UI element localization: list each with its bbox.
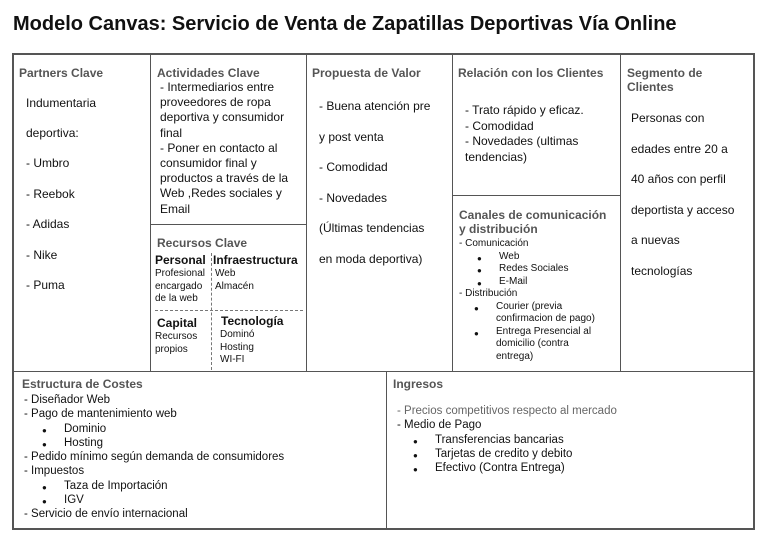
- canales-heading-line: Canales de comunicación: [459, 208, 607, 222]
- costes-line: - Pedido mínimo según demanda de consumidores: [24, 451, 285, 464]
- actividades-line: Email: [160, 201, 191, 216]
- actividades-line: Web ,Redes sociales y: [160, 186, 282, 201]
- recursos-divider-vertical: [211, 253, 212, 370]
- actividades-line: final: [160, 125, 183, 140]
- segmento-line: tecnologías: [631, 264, 693, 278]
- costes-section: [14, 371, 386, 530]
- ingresos-heading: Ingresos: [393, 377, 444, 391]
- propuesta-line: - Comodidad: [319, 160, 388, 174]
- canales-dist-line: ● Entrega Presencial al: [496, 325, 592, 337]
- actividades-text: [160, 80, 288, 217]
- ingresos-section: [386, 371, 755, 530]
- costes-heading: Estructura de Costes: [22, 377, 143, 391]
- personal-line: de la web: [155, 293, 198, 304]
- partners-line: - Adidas: [26, 217, 70, 231]
- segmento-heading-line: Segmento de: [627, 66, 703, 80]
- segmento-line: edades entre 20 a: [631, 142, 728, 156]
- partners-line: Indumentaria: [26, 96, 97, 110]
- costes-sub-item: ● IGV: [64, 493, 384, 507]
- relacion-line: tendencias): [465, 149, 528, 164]
- personal-line: Profesional: [155, 268, 206, 279]
- page-title: Modelo Canvas: Servicio de Venta de Zapatillas Deportivas Vía Online: [13, 13, 677, 35]
- canales-dist-item: [496, 301, 619, 326]
- canales-dist-item: [496, 326, 619, 364]
- canales-comunicacion: - Comunicación: [459, 238, 529, 249]
- propuesta-line: en moda deportiva): [319, 252, 423, 266]
- ingresos-line: - Medio de Pago: [397, 419, 482, 432]
- propuesta-heading: Propuesta de Valor: [312, 66, 421, 80]
- actividades-line: proveedores de ropa: [160, 95, 271, 110]
- capital-line: propios: [155, 343, 188, 355]
- canales-com-item: ● Redes Sociales: [499, 263, 619, 276]
- partners-heading: Partners Clave: [19, 66, 104, 80]
- actividades-line: - Intermediarios entre: [160, 80, 275, 94]
- canvas-board: [12, 53, 755, 530]
- actividades-line: consumidor final y: [160, 156, 257, 171]
- segmento-line: a nuevas: [631, 233, 680, 247]
- costes-line: - Pago de mantenimiento web: [24, 408, 177, 421]
- canales-com-item: ● Web: [499, 251, 619, 264]
- segmento-line: Personas con: [631, 111, 705, 125]
- capital-line: Recursos: [155, 331, 198, 342]
- relacion-section: [452, 55, 620, 195]
- partners-line: - Nike: [26, 248, 58, 262]
- costes-text: [24, 393, 384, 522]
- propuesta-line: (Últimas tendencias: [319, 221, 425, 235]
- partners-line: - Reebok: [26, 187, 75, 201]
- canales-section: [452, 195, 620, 371]
- costes-sub-item: ● Taza de Importación: [64, 479, 384, 493]
- costes-sub-item: ● Dominio: [64, 422, 384, 436]
- capital-title: Capital: [157, 316, 198, 330]
- tecnologia-line: WI-FI: [220, 354, 245, 365]
- propuesta-line: y post venta: [319, 130, 384, 144]
- recursos-heading: Recursos Clave: [157, 236, 248, 250]
- costes-sub-item: ● Hosting: [64, 436, 384, 450]
- costes-line: - Impuestos: [24, 465, 85, 478]
- costes-line: - Servicio de envío internacional: [24, 508, 188, 521]
- segmento-section: [620, 55, 755, 371]
- canales-dist-line: domicilio (contra: [496, 338, 569, 349]
- propuesta-line: - Novedades: [319, 191, 388, 205]
- ingresos-item: ● Efectivo (Contra Entrega): [435, 461, 752, 475]
- segmento-line: 40 años con perfil: [631, 172, 726, 186]
- canales-distribucion: - Distribución: [459, 288, 518, 299]
- canales-dist-line: ● Courier (previa: [496, 300, 563, 312]
- canales-dist-line: entrega): [496, 350, 534, 362]
- infraestructura-title: Infraestructura: [213, 253, 298, 267]
- canales-dist-line: confirmacion de pago): [496, 313, 595, 324]
- infraestructura-line: Almacén: [215, 280, 254, 292]
- ingresos-item: ● Transferencias bancarias: [435, 433, 752, 447]
- ingresos-text: [397, 404, 752, 475]
- canales-heading: [459, 208, 606, 236]
- tecnologia-text: [220, 329, 254, 367]
- segmento-heading-line: Clientes: [627, 80, 674, 94]
- actividades-line: - Poner en contacto al: [160, 140, 278, 155]
- tecnologia-line: Dominó: [220, 329, 255, 340]
- relacion-line: - Trato rápido y eficaz.: [465, 103, 584, 117]
- ingresos-item: ● Tarjetas de credito y debito: [435, 447, 752, 461]
- infraestructura-line: Web: [215, 268, 236, 279]
- partners-line: deportiva:: [26, 126, 79, 140]
- infraestructura-text: [215, 268, 254, 293]
- capital-text: [155, 331, 197, 356]
- recursos-divider-horizontal: [155, 310, 303, 311]
- tecnologia-line: Hosting: [220, 341, 254, 353]
- recursos-section: [150, 224, 306, 371]
- partners-line: - Puma: [26, 278, 65, 292]
- canales-com-item: ● E-Mail: [499, 276, 619, 289]
- personal-title: Personal: [155, 253, 206, 267]
- actividades-line: productos a través de la: [160, 171, 289, 186]
- segmento-heading: [627, 66, 702, 94]
- actividades-section: [150, 55, 306, 224]
- canales-heading-line: y distribución: [459, 222, 538, 236]
- actividades-line: deportiva y consumidor: [160, 110, 285, 125]
- personal-line: encargado: [155, 280, 203, 292]
- relacion-text: [465, 103, 584, 165]
- partners-line: - Umbro: [26, 156, 70, 170]
- relacion-line: - Comodidad: [465, 118, 534, 133]
- canales-text: [459, 238, 619, 363]
- tecnologia-title: Tecnología: [221, 314, 284, 328]
- ingresos-line: - Precios competitivos respecto al mercado: [397, 405, 617, 417]
- personal-text: [155, 268, 205, 306]
- propuesta-line: - Buena atención pre: [319, 99, 431, 113]
- actividades-heading: Actividades Clave: [157, 66, 260, 80]
- costes-line: - Diseñador Web: [24, 394, 111, 406]
- relacion-heading: Relación con los Clientes: [458, 66, 604, 80]
- segmento-line: deportista y acceso: [631, 203, 735, 217]
- relacion-line: - Novedades (ultimas: [465, 134, 579, 148]
- propuesta-section: [306, 55, 452, 371]
- partners-section: [14, 55, 150, 371]
